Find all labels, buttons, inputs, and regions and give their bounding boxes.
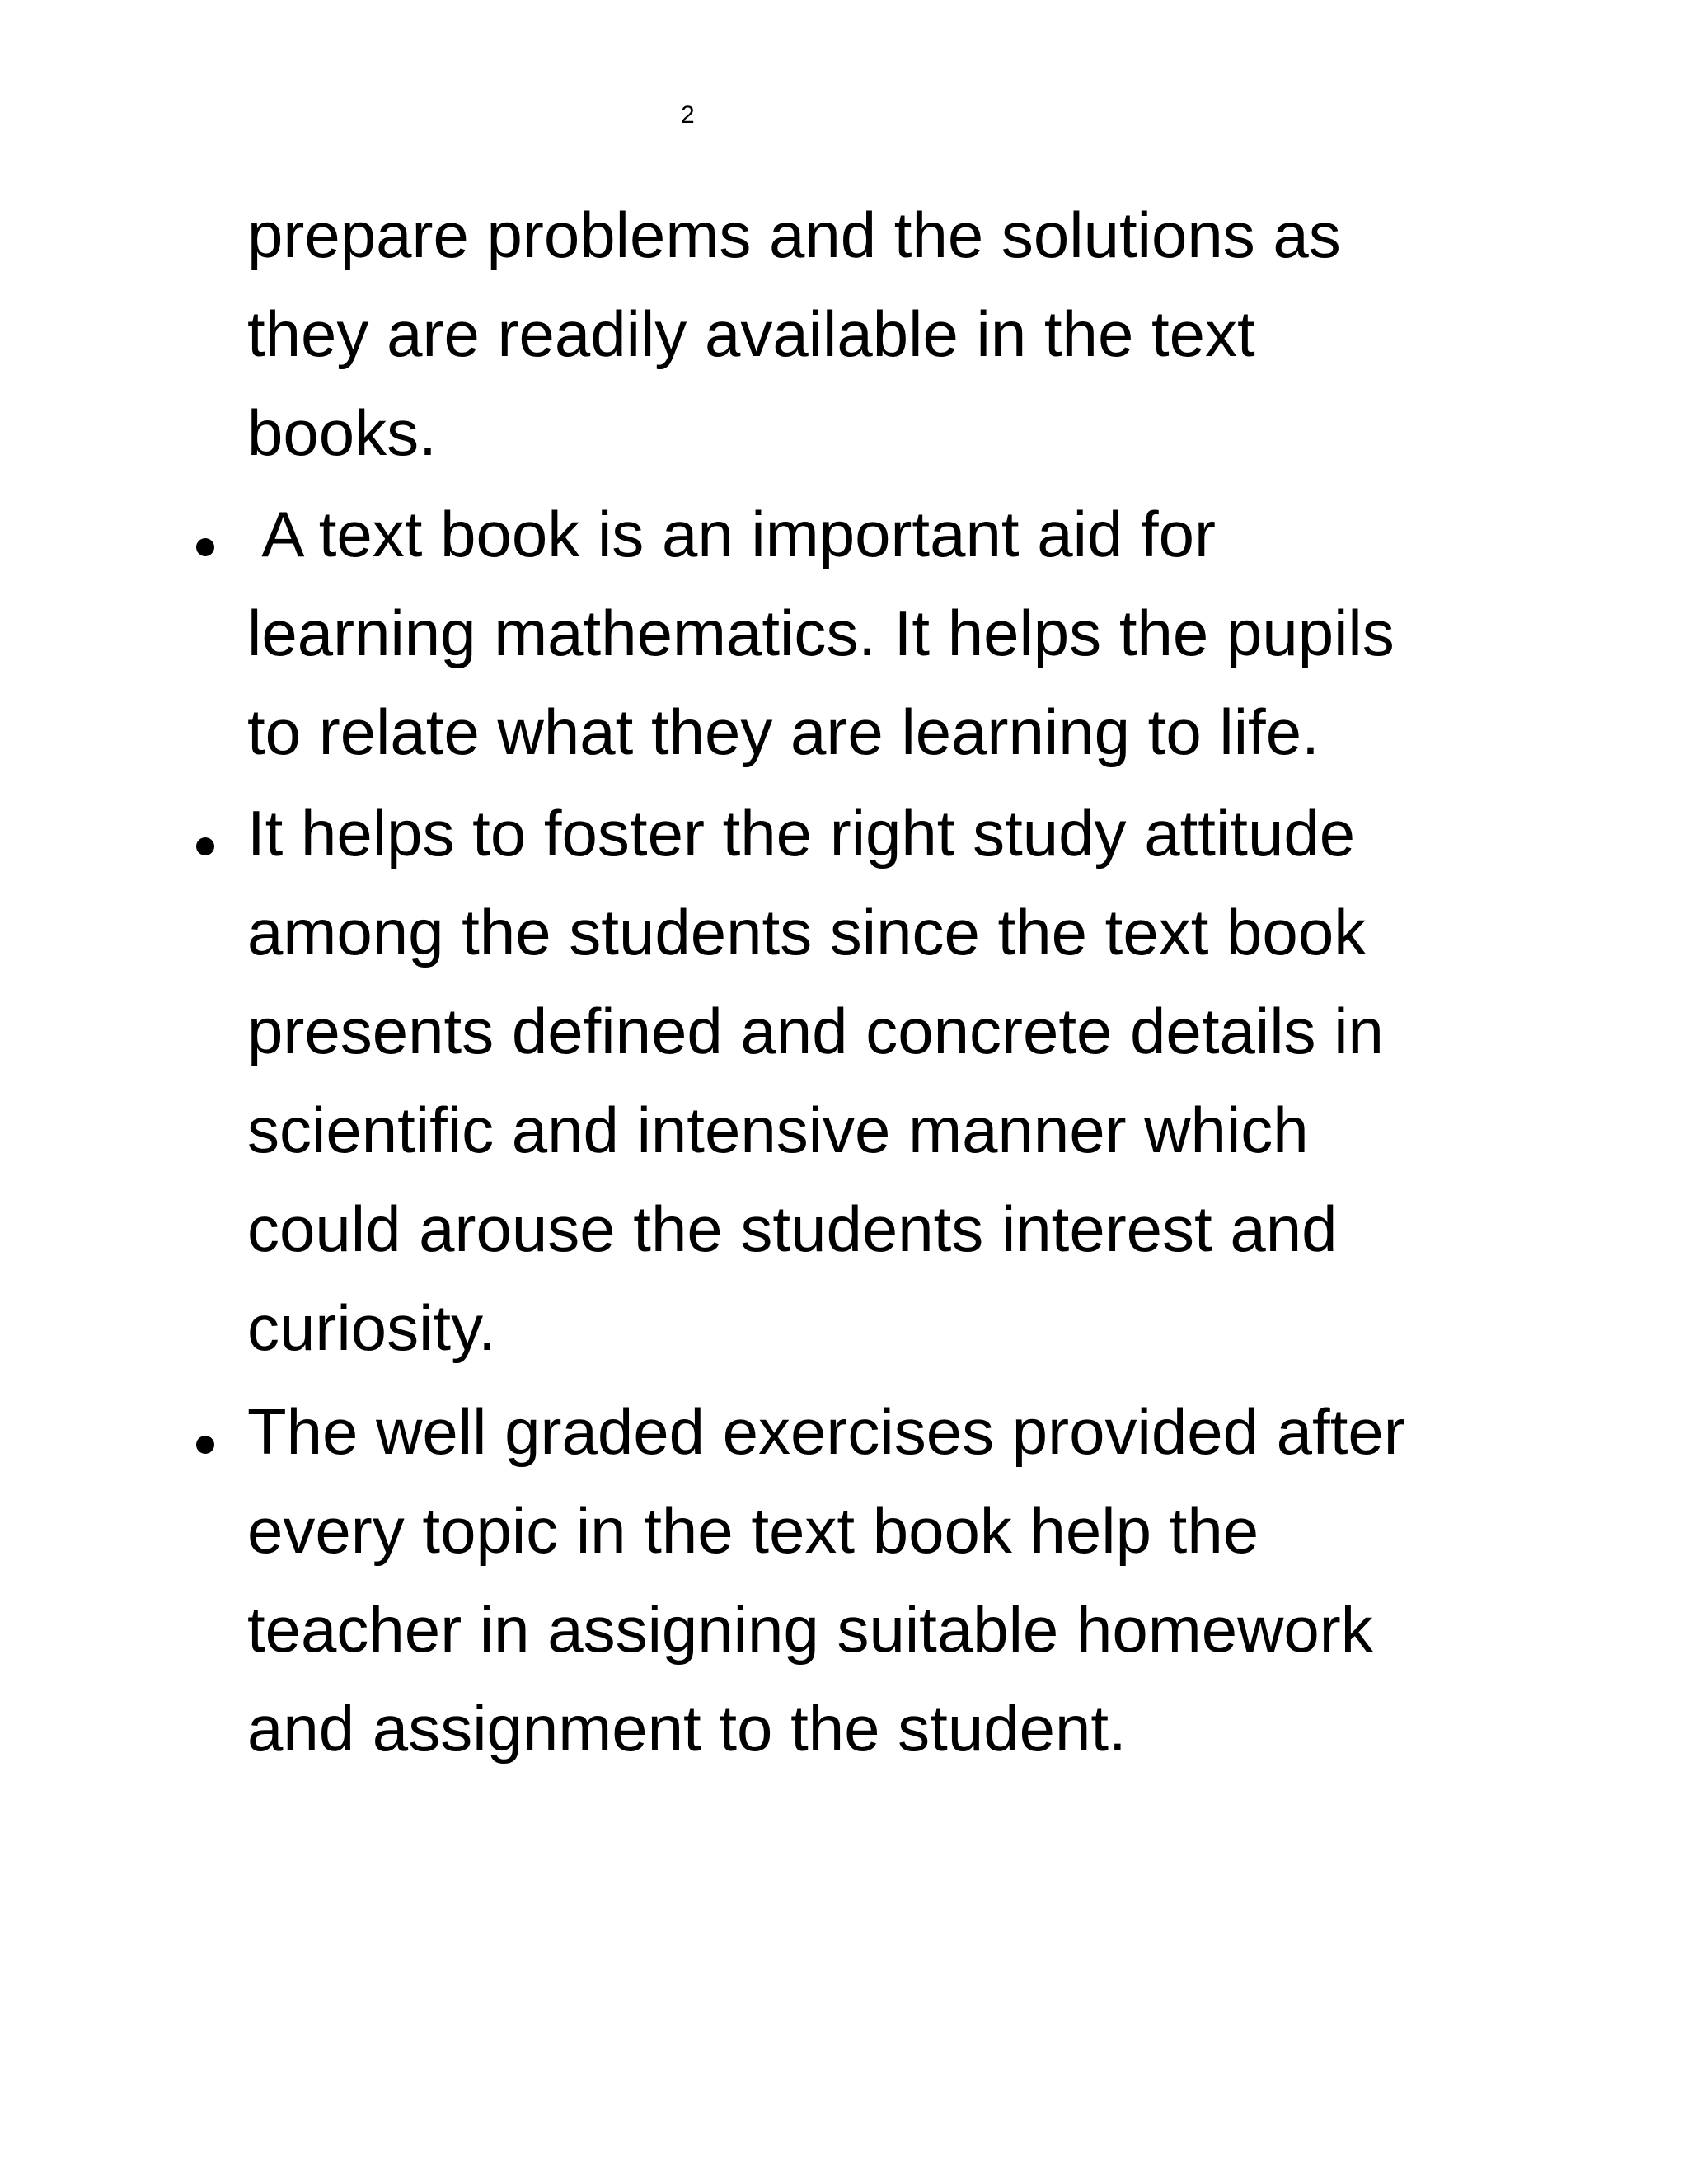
bullet-2-line: It helps to foster the right study attitude	[247, 797, 1356, 869]
page-number: 2	[681, 101, 695, 129]
bullet-icon	[196, 1436, 214, 1454]
bullet-icon	[196, 837, 214, 855]
intro-line: they are readily available in the text	[247, 298, 1255, 370]
bullet-1-line: to relate what they are learning to life.	[247, 696, 1320, 768]
bullet-2-line: could arouse the students interest and	[247, 1193, 1338, 1265]
intro-line: prepare problems and the solutions as	[247, 199, 1341, 271]
bullet-2-line: curiosity.	[247, 1291, 496, 1364]
bullet-2-line: presents defined and concrete details in	[247, 995, 1384, 1067]
intro-line: books.	[247, 396, 437, 469]
bullet-1-line: A text book is an important aid for	[247, 498, 1216, 570]
bullet-2-line: scientific and intensive manner which	[247, 1094, 1309, 1166]
bullet-3-line: teacher in assigning suitable homework	[247, 1593, 1373, 1666]
bullet-icon	[196, 538, 214, 556]
bullet-2-line: among the students since the text book	[247, 896, 1367, 968]
bullet-1-line: learning mathematics. It helps the pupils	[247, 597, 1395, 669]
bullet-3-line: and assignment to the student.	[247, 1692, 1127, 1765]
bullet-3-line: every topic in the text book help the	[247, 1494, 1259, 1567]
bullet-3-line: The well graded exercises provided after	[247, 1395, 1405, 1468]
